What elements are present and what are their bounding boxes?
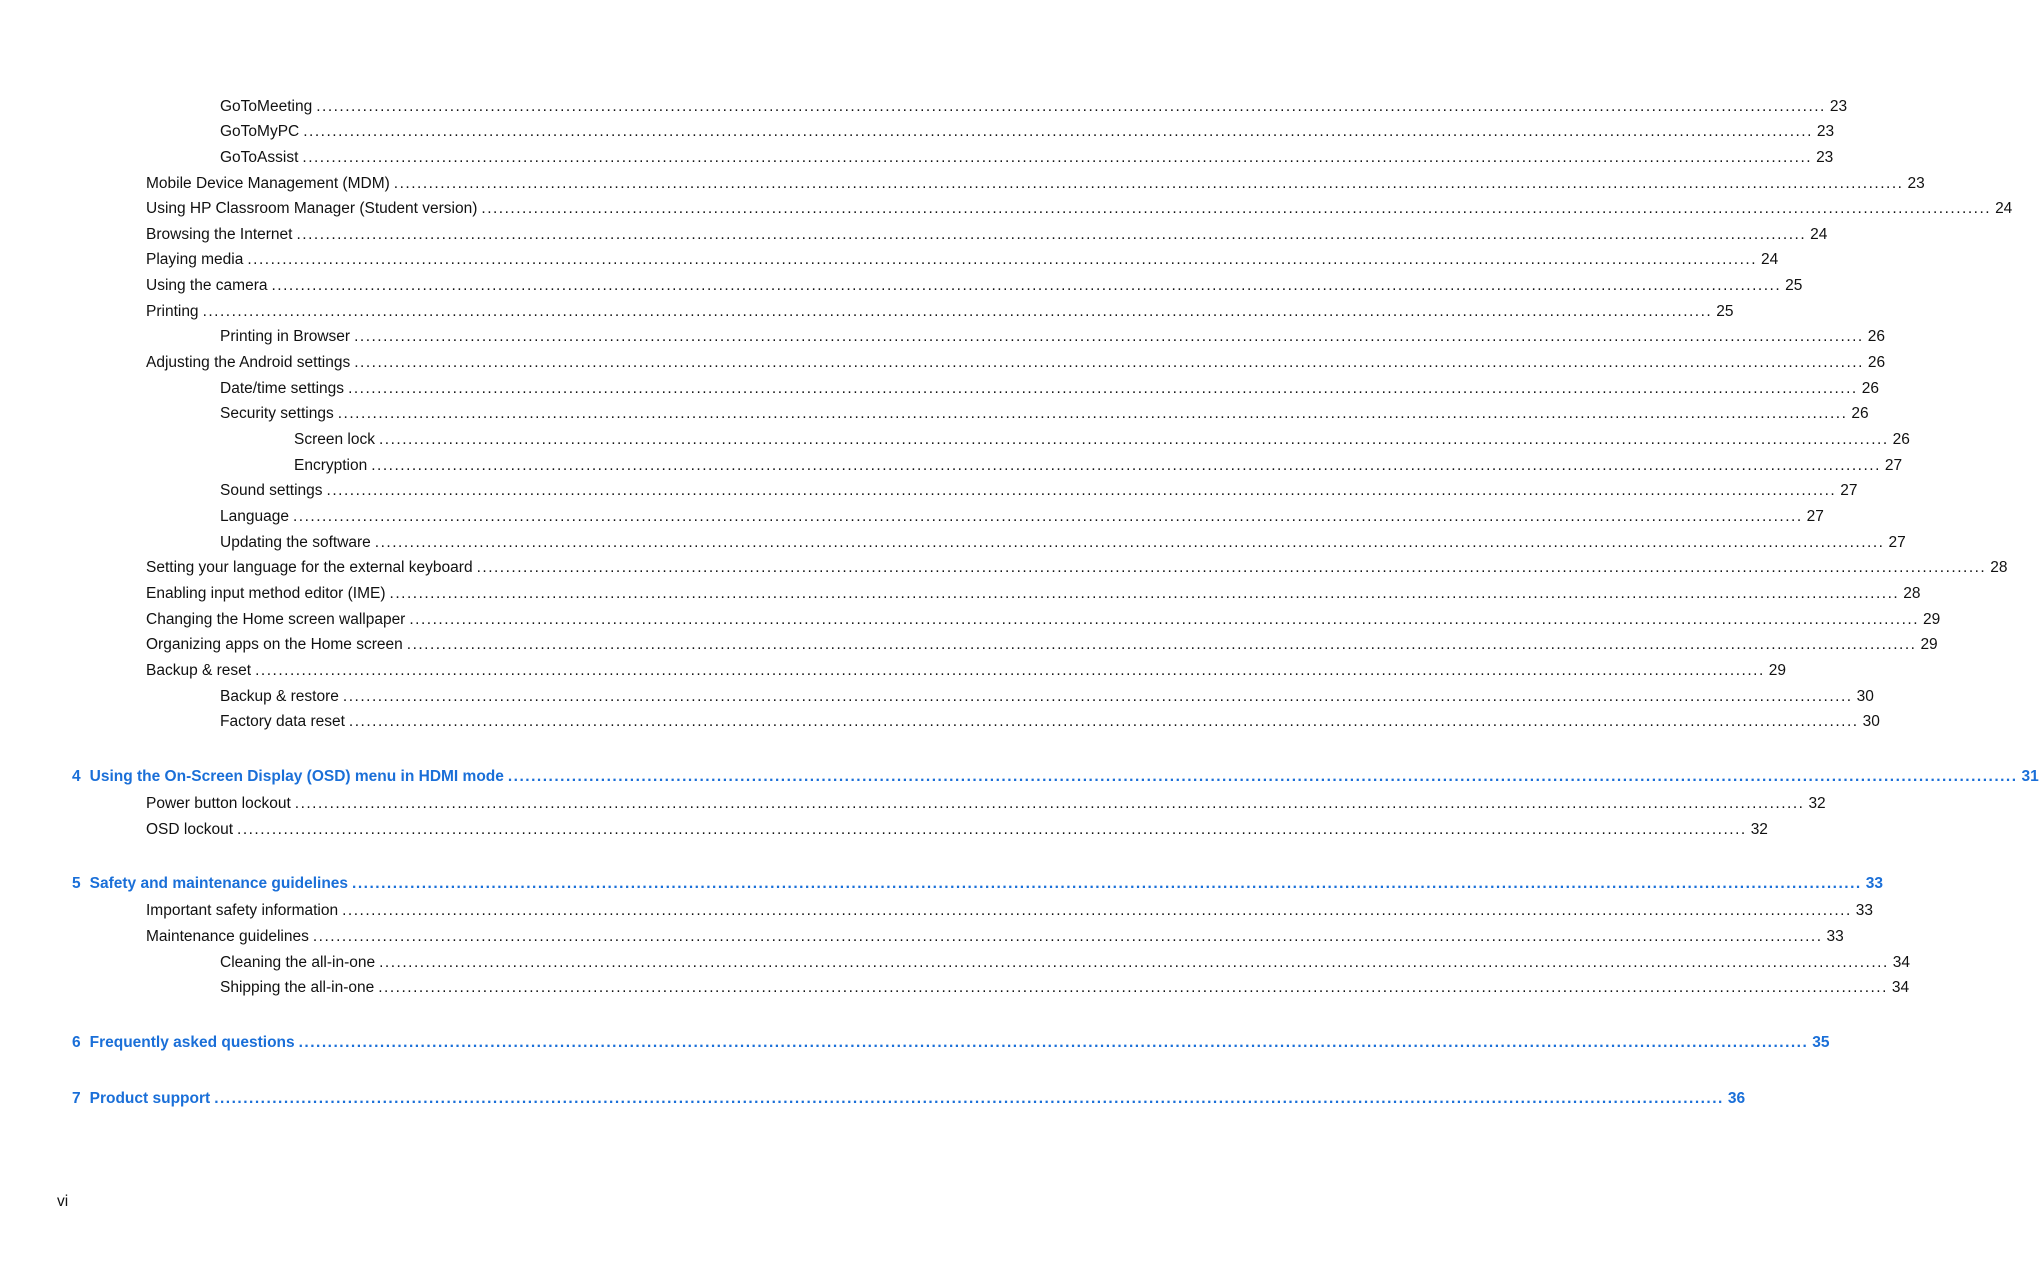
toc-entry-link[interactable] xyxy=(294,428,1910,450)
dot-leader: .................................................................................................................................................................................................................................................................... xyxy=(292,508,1803,525)
toc-entry-link[interactable] xyxy=(146,556,2008,578)
toc-entry-title xyxy=(220,379,344,399)
toc-entry-link[interactable] xyxy=(146,300,1734,322)
toc-page-number: 28 xyxy=(1990,559,2008,576)
toc-entry-title xyxy=(146,225,292,245)
dot-leader: .................................................................................................................................................................................................................................................................... xyxy=(481,200,1992,217)
toc-entry-title xyxy=(72,767,504,787)
toc-entry-text: Mobile Device Management (MDM) xyxy=(146,175,390,192)
toc-entry-title xyxy=(146,302,199,322)
dot-leader: .................................................................................................................................................................................................................................................................... xyxy=(389,585,1900,602)
toc-entry-text: Changing the Home screen wallpaper xyxy=(146,611,406,628)
toc-entry-title xyxy=(220,978,374,998)
dot-leader: .................................................................................................................................................................................................................................................................... xyxy=(312,928,1823,945)
toc-entry-link[interactable] xyxy=(294,454,1903,476)
dot-leader: .................................................................................................................................................................................................................................................................... xyxy=(298,1034,1809,1051)
toc-entry-text: Maintenance guidelines xyxy=(146,928,309,945)
toc-entry-link[interactable] xyxy=(220,146,1834,168)
toc-page-number: 30 xyxy=(1862,713,1880,730)
toc-entry-title xyxy=(146,635,403,655)
toc-entry-title xyxy=(146,927,309,947)
toc-entry-text: Setting your language for the external keyboard xyxy=(146,559,473,576)
toc-entry-text: Using the camera xyxy=(146,277,268,294)
dot-leader: .................................................................................................................................................................................................................................................................... xyxy=(406,636,1917,653)
toc-entry-link[interactable] xyxy=(146,659,1787,681)
toc-page-number: 24 xyxy=(1810,226,1828,243)
toc-entry-text: Safety and maintenance guidelines xyxy=(89,875,349,892)
toc-page-number: 29 xyxy=(1920,636,1938,653)
dot-leader: .................................................................................................................................................................................................................................................................... xyxy=(303,123,1813,140)
toc-entry-text: Enabling input method editor (IME) xyxy=(146,585,386,602)
toc-entry-link[interactable] xyxy=(220,325,1885,347)
dot-leader: .................................................................................................................................................................................................................................................................... xyxy=(255,662,1765,679)
toc-entry-text: Screen lock xyxy=(294,431,375,448)
toc-entry-link[interactable] xyxy=(146,582,1921,604)
dot-leader: .................................................................................................................................................................................................................................................................... xyxy=(296,226,1807,243)
toc-entry-title xyxy=(146,250,243,270)
toc-entry-link[interactable] xyxy=(146,818,1768,840)
dot-leader: .................................................................................................................................................................................................................................................................... xyxy=(507,768,2018,785)
dot-leader: .................................................................................................................................................................................................................................................................... xyxy=(342,688,1853,705)
dot-leader: .................................................................................................................................................................................................................................................................... xyxy=(214,1090,1724,1107)
toc-entry-text: Product support xyxy=(89,1090,211,1107)
dot-leader: .................................................................................................................................................................................................................................................................... xyxy=(378,979,1888,996)
toc-entry-title xyxy=(146,276,267,296)
toc-entry-text: Playing media xyxy=(146,251,244,268)
toc-entry-link[interactable] xyxy=(220,710,1880,732)
toc-page-number: 33 xyxy=(1855,902,1874,919)
toc-entry-title xyxy=(72,874,348,894)
toc-page-number: 24 xyxy=(1995,200,2013,217)
toc-entry-title xyxy=(220,481,323,501)
dot-leader: .................................................................................................................................................................................................................................................................... xyxy=(354,328,1864,345)
toc-entry-link[interactable] xyxy=(146,633,1938,655)
dot-leader: .................................................................................................................................................................................................................................................................... xyxy=(342,902,1852,919)
dot-leader: .................................................................................................................................................................................................................................................................... xyxy=(202,303,1713,320)
toc-entry-link[interactable] xyxy=(146,223,1828,245)
toc-entry-title xyxy=(220,404,334,424)
toc-page-number: 26 xyxy=(1861,380,1879,397)
toc-entry-title xyxy=(146,610,405,630)
toc-entry-text: Printing in Browser xyxy=(220,328,351,345)
dot-leader: .................................................................................................................................................................................................................................................................... xyxy=(354,354,1864,371)
toc-entry-text: Backup & restore xyxy=(220,688,339,705)
toc-entry-text: Power button lockout xyxy=(146,795,291,812)
dot-leader: .................................................................................................................................................................................................................................................................... xyxy=(409,611,1920,628)
dot-leader: .................................................................................................................................................................................................................................................................... xyxy=(316,98,1826,115)
toc-entry-text: Organizing apps on the Home screen xyxy=(146,636,403,653)
toc-page-number: 26 xyxy=(1851,405,1869,422)
toc-entry-title xyxy=(220,507,289,527)
toc-page-number: 28 xyxy=(1903,585,1921,602)
toc-page-number: 33 xyxy=(1865,875,1883,892)
toc-page-number: 32 xyxy=(1750,821,1768,838)
dot-leader: .................................................................................................................................................................................................................................................................... xyxy=(352,875,1862,892)
toc-entry-text: Date/time settings xyxy=(220,380,345,397)
toc-entry-link[interactable] xyxy=(220,402,1869,424)
toc-page-number: 25 xyxy=(1785,277,1803,294)
toc-entry-link[interactable] xyxy=(220,120,1835,142)
toc-entry-title xyxy=(220,327,350,347)
toc-page-number: 23 xyxy=(1816,149,1834,166)
dot-leader: .................................................................................................................................................................................................................................................................... xyxy=(348,713,1859,730)
toc-entry-link[interactable] xyxy=(220,95,1848,117)
toc-page-number: 27 xyxy=(1888,534,1906,551)
toc-entry-text: Factory data reset xyxy=(220,713,345,730)
toc-entry-title xyxy=(220,122,299,142)
toc-page-number: 27 xyxy=(1806,508,1824,525)
dot-leader: .................................................................................................................................................................................................................................................................... xyxy=(379,954,1889,971)
toc-page-number: 33 xyxy=(1826,928,1844,945)
toc-entry-title xyxy=(146,901,338,921)
dot-leader: .................................................................................................................................................................................................................................................................... xyxy=(302,149,1813,166)
toc-page-number: 29 xyxy=(1923,611,1941,628)
toc-entry-title xyxy=(294,430,375,450)
toc-entry-title xyxy=(72,1089,210,1109)
toc-entry-link[interactable] xyxy=(220,505,1824,527)
toc-page-number: 31 xyxy=(2021,768,2039,785)
toc-entry-text: Using the On-Screen Display (OSD) menu in HDMI mode xyxy=(89,768,504,785)
toc-page-number: 27 xyxy=(1840,482,1858,499)
page-number: vi xyxy=(57,1193,69,1210)
toc-entry-text: Printing xyxy=(146,303,199,320)
toc-page-number: 32 xyxy=(1808,795,1826,812)
toc-entry-text: GoToMeeting xyxy=(220,98,313,115)
toc-page-number: 26 xyxy=(1892,431,1910,448)
toc-entry-title xyxy=(146,794,291,814)
toc-entry-text: Sound settings xyxy=(220,482,323,499)
toc-entry-link[interactable] xyxy=(220,377,1879,399)
toc-entry-link[interactable] xyxy=(146,608,1941,630)
toc-entry-title xyxy=(220,97,312,117)
toc-entry-title xyxy=(220,953,375,973)
toc-entry-link[interactable] xyxy=(146,197,2013,219)
toc-entry-link[interactable] xyxy=(146,248,1779,270)
toc-entry-text: Language xyxy=(220,508,289,525)
chapter-number: 7 xyxy=(72,1090,81,1107)
toc-entry-link[interactable] xyxy=(220,531,1906,553)
dot-leader: .................................................................................................................................................................................................................................................................... xyxy=(476,559,1987,576)
toc-page-number: 23 xyxy=(1829,98,1848,115)
toc-page-number: 24 xyxy=(1761,251,1779,268)
toc-page-number: 26 xyxy=(1867,354,1886,371)
toc-entry-text: OSD lockout xyxy=(146,821,234,838)
toc-entry-link[interactable] xyxy=(146,792,1826,814)
dot-leader: .................................................................................................................................................................................................................................................................... xyxy=(326,482,1837,499)
toc-entry-title xyxy=(72,1033,295,1053)
toc-entry-link[interactable] xyxy=(146,899,1874,921)
toc-page-number: 29 xyxy=(1768,662,1787,679)
toc-entry-link[interactable] xyxy=(220,976,1910,998)
toc-entry-title xyxy=(146,558,473,578)
toc-page-number: 27 xyxy=(1884,457,1903,474)
chapter-number: 6 xyxy=(72,1034,81,1051)
dot-leader: .................................................................................................................................................................................................................................................................... xyxy=(337,405,1848,422)
toc-entry-text: Shipping the all-in-one xyxy=(220,979,375,996)
toc-entry-link[interactable] xyxy=(220,951,1911,973)
dot-leader: .................................................................................................................................................................................................................................................................... xyxy=(371,457,1881,474)
dot-leader: .................................................................................................................................................................................................................................................................... xyxy=(374,534,1885,551)
toc-entry-link[interactable] xyxy=(146,172,1925,194)
dot-leader: .................................................................................................................................................................................................................................................................... xyxy=(378,431,1889,448)
dot-leader: .................................................................................................................................................................................................................................................................... xyxy=(393,175,1904,192)
toc-chapter-link[interactable] xyxy=(72,1031,1830,1053)
toc-page-number: 36 xyxy=(1727,1090,1746,1107)
toc-page-number: 34 xyxy=(1892,954,1911,971)
toc-entry-link[interactable] xyxy=(146,925,1844,947)
toc-chapter-link[interactable] xyxy=(72,1087,1746,1109)
toc-entry-text: Encryption xyxy=(294,457,368,474)
dot-leader: .................................................................................................................................................................................................................................................................... xyxy=(348,380,1858,397)
toc-entry-text: Security settings xyxy=(220,405,334,422)
toc-entry-title xyxy=(220,712,345,732)
toc-entry-text: Backup & reset xyxy=(146,662,252,679)
toc-entry-link[interactable] xyxy=(220,479,1858,501)
toc-page-number: 23 xyxy=(1816,123,1835,140)
toc-entry-text: Browsing the Internet xyxy=(146,226,293,243)
toc-chapter-link[interactable] xyxy=(72,872,1883,894)
toc-page-number: 30 xyxy=(1856,688,1874,705)
toc-entry-link[interactable] xyxy=(146,274,1803,296)
toc-page-number: 25 xyxy=(1716,303,1734,320)
dot-leader: .................................................................................................................................................................................................................................................................... xyxy=(247,251,1758,268)
toc-entry-title xyxy=(220,687,339,707)
toc-entry-text: Important safety information xyxy=(146,902,339,919)
chapter-number: 4 xyxy=(72,768,81,785)
toc-chapter-link[interactable] xyxy=(72,765,2039,787)
toc-entry-link[interactable] xyxy=(220,685,1874,707)
chapter-number: 5 xyxy=(72,875,81,892)
toc-entry-title xyxy=(294,456,367,476)
toc-page-number: 35 xyxy=(1812,1034,1830,1051)
dot-leader: .................................................................................................................................................................................................................................................................... xyxy=(294,795,1805,812)
toc-page-number: 34 xyxy=(1891,979,1910,996)
toc-entry-text: GoToAssist xyxy=(220,149,299,166)
toc-entry-text: Cleaning the all-in-one xyxy=(220,954,376,971)
toc-entry-title xyxy=(220,533,371,553)
toc-entry-title xyxy=(146,584,386,604)
toc-entry-title xyxy=(146,820,233,840)
toc-entry-text: GoToMyPC xyxy=(220,123,300,140)
dot-leader: .................................................................................................................................................................................................................................................................... xyxy=(271,277,1782,294)
toc-entry-title xyxy=(220,148,298,168)
dot-leader: .................................................................................................................................................................................................................................................................... xyxy=(237,821,1747,838)
toc-entry-link[interactable] xyxy=(146,351,1886,373)
toc-page-number: 26 xyxy=(1867,328,1885,345)
toc-entry-text: Frequently asked questions xyxy=(89,1034,295,1051)
toc-entry-text: Using HP Classroom Manager (Student version) xyxy=(146,200,478,217)
toc-page-number: 23 xyxy=(1907,175,1925,192)
toc-entry-text: Adjusting the Android settings xyxy=(146,354,351,371)
toc-entry-title xyxy=(146,353,350,373)
toc-entry-title xyxy=(146,661,251,681)
toc-entry-title xyxy=(146,199,477,219)
toc-entry-text: Updating the software xyxy=(220,534,371,551)
toc-entry-title xyxy=(146,174,390,194)
